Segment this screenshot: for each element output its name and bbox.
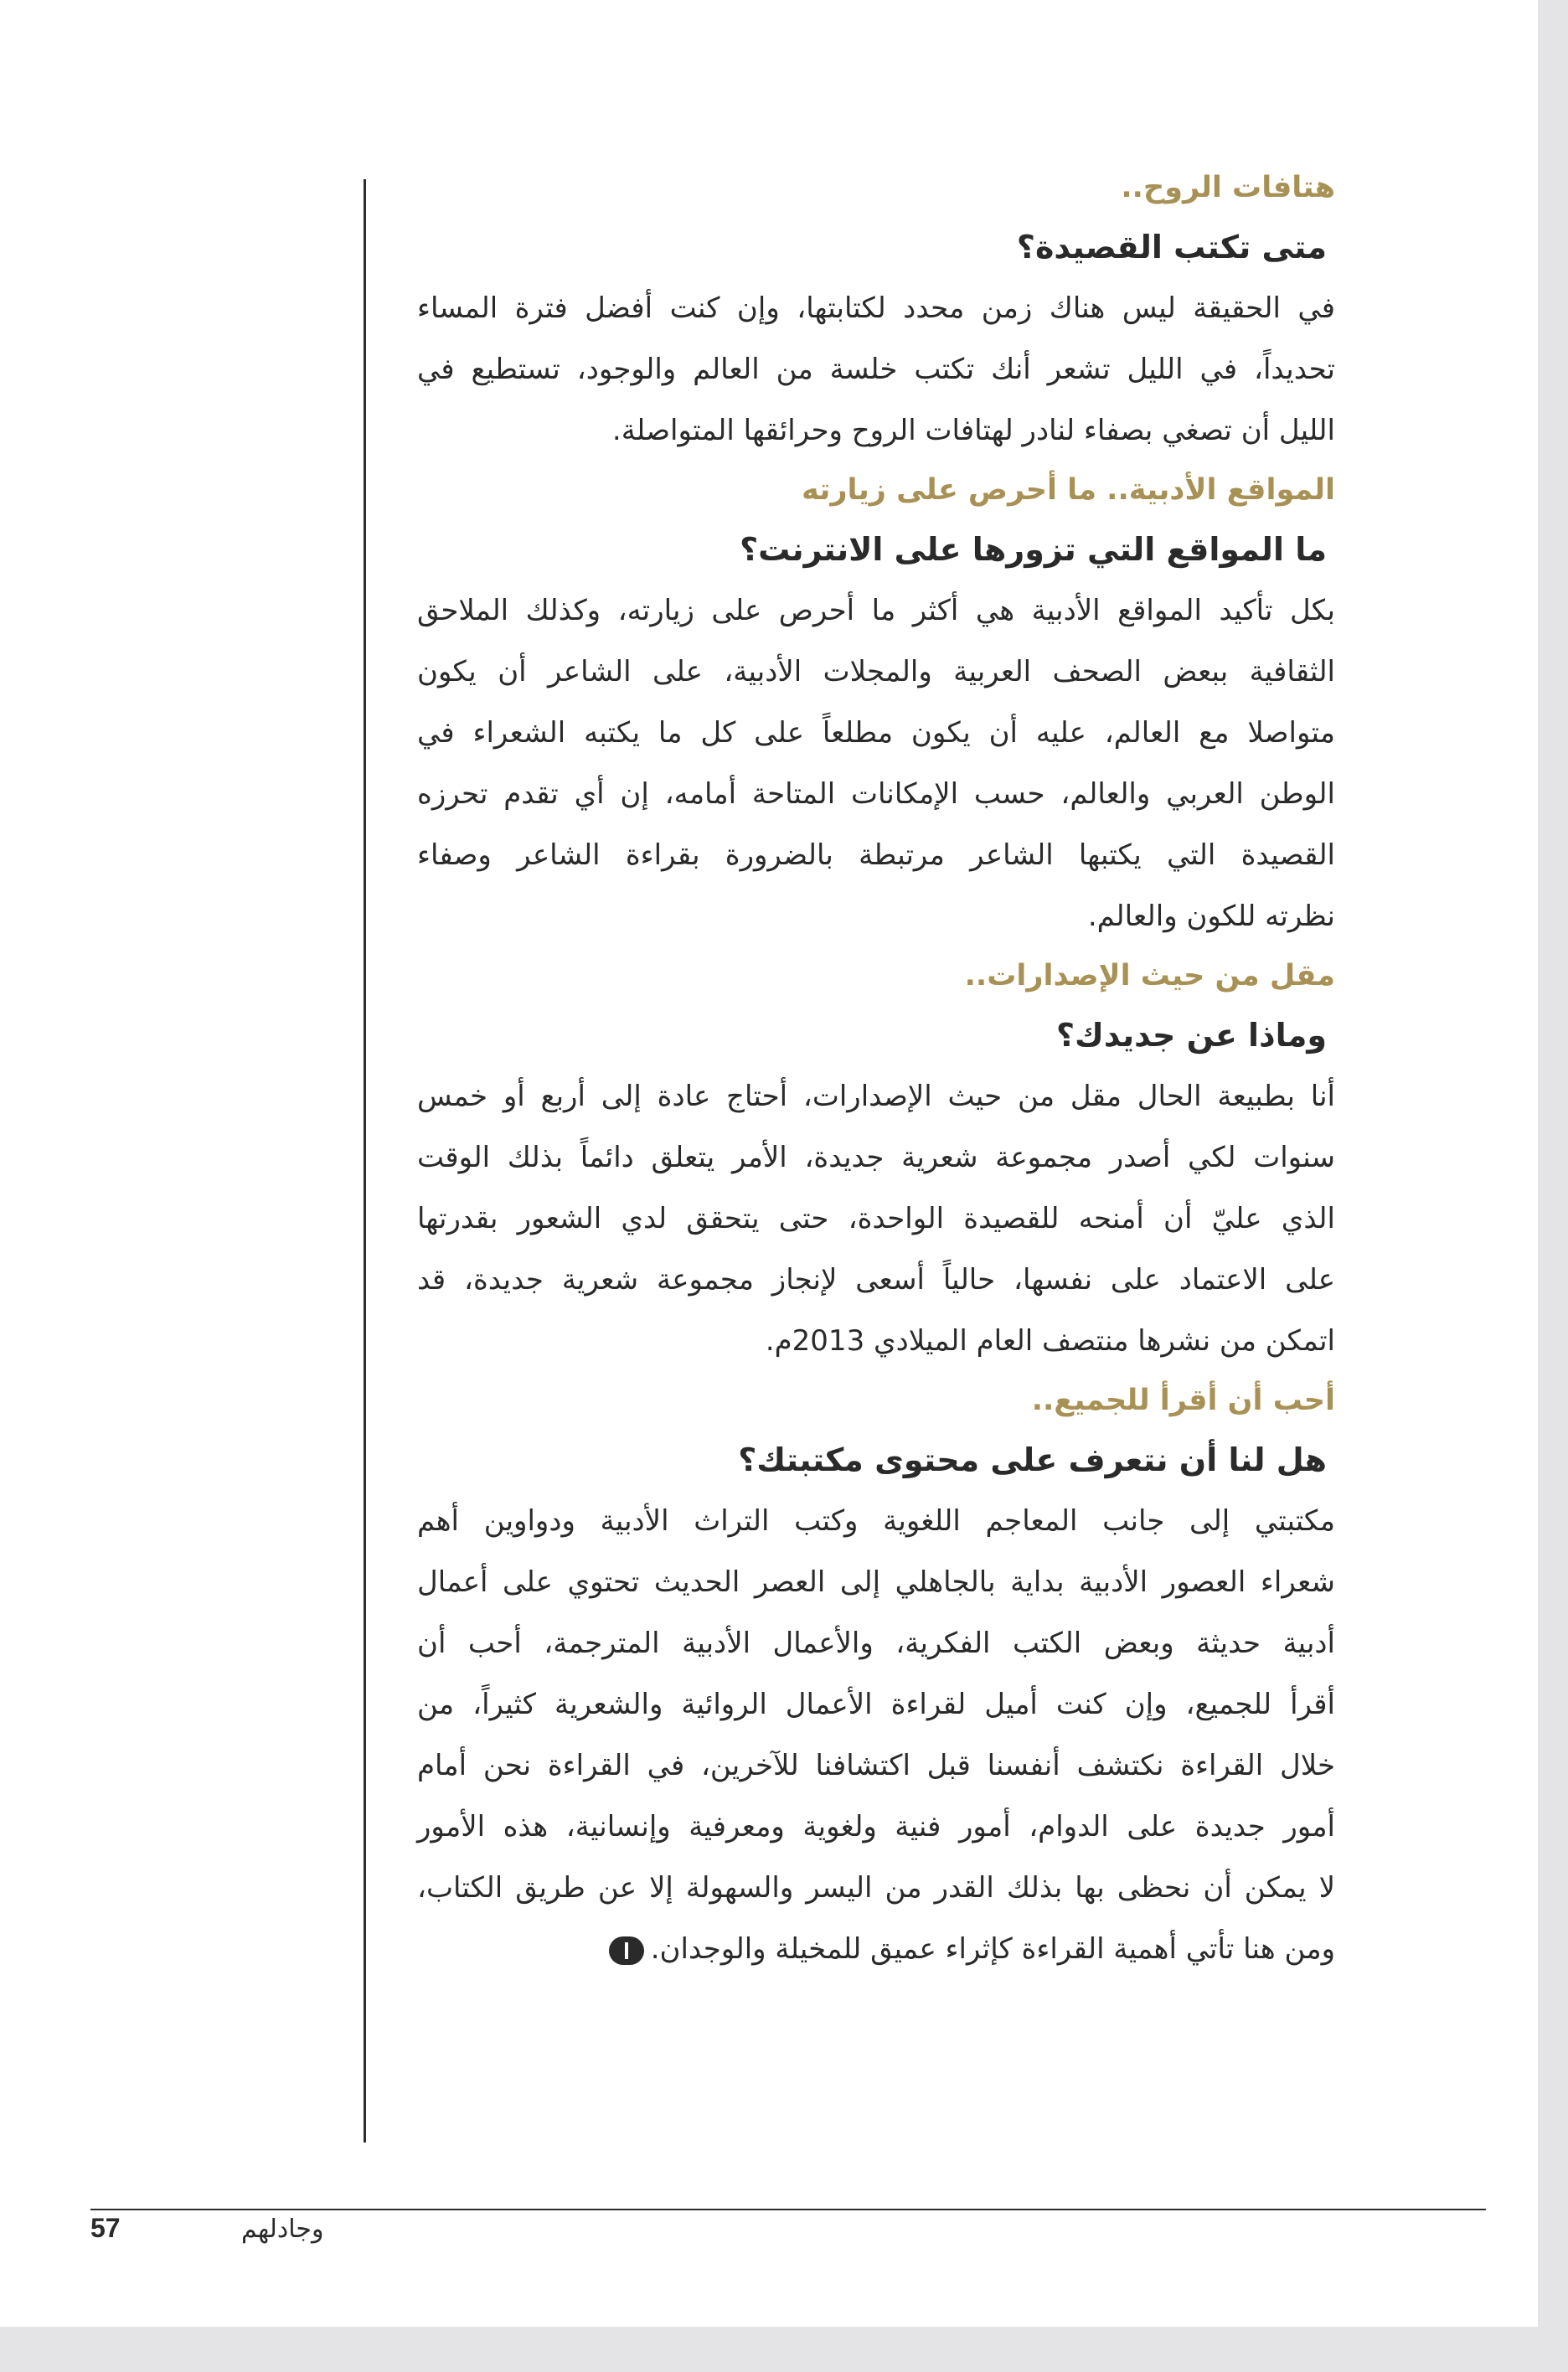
section-1: [417, 159, 1335, 462]
magazine-name: وجادلهم: [241, 2215, 324, 2244]
final-line-text: ومن هنا تأتي أهمية القراءة كإثراء عميق للمخيلة والوجدان.: [650, 1932, 1335, 1966]
interview-question: متى تكتب القصيدة؟: [1016, 229, 1327, 266]
section-3: [417, 947, 1335, 1372]
paragraph-line: الثقافية ببعض الصحف العربية والمجلات الأدبية، على الشاعر أن يكون: [417, 655, 1335, 688]
paragraph-line: بكل تأكيد المواقع الأدبية هي أكثر ما أحرص على زيارته، وكذلك الملاحق: [417, 594, 1335, 627]
interview-question: ما المواقع التي تزورها على الانترنت؟: [740, 531, 1327, 568]
paragraph-line: الليل أن تصغي بصفاء لنادر لهتافات الروح وحرائقها المتواصلة.: [611, 414, 1335, 447]
answer-paragraph: [417, 1491, 1335, 1980]
paragraph-line: أمور جديدة على الدوام، أمور فنية ولغوية ومعرفية وإنسانية، هذه الأمور: [417, 1810, 1335, 1843]
section-4: [417, 1372, 1335, 1980]
section-heading: أحب أن أقرأ للجميع..: [1031, 1384, 1335, 1417]
paragraph-line: لا يمكن أن نحظى بها بذلك القدر من اليسر والسهولة إلا عن طريق الكتاب،: [417, 1871, 1335, 1905]
paragraph-line: في الحقيقة ليس هناك زمن محدد لكتابتها، وإن كنت أفضل فترة المساء: [417, 291, 1335, 325]
section-2: [417, 462, 1335, 947]
paragraph-line: على الاعتماد على نفسها، حالياً أسعى لإنجاز مجموعة شعرية جديدة، قد: [417, 1263, 1335, 1297]
paragraph-line: الوطن العربي والعالم، حسب الإمكانات المتاحة أمامه، إن أي تقدم تحرزه: [417, 777, 1335, 811]
paragraph-line: تحديداً، في الليل تشعر أنك تكتب خلسة من العالم والوجود، تستطيع في: [417, 353, 1335, 386]
section-heading: المواقع الأدبية.. ما أحرص على زيارته: [801, 473, 1335, 507]
paragraph-line: القصيدة التي يكتبها الشاعر مرتبطة بالضرورة بقراءة الشاعر وصفاء: [417, 838, 1335, 872]
paragraph-line: الذي عليّ أن أمنحه للقصيدة الواحدة، حتى يتحقق لدي الشعور بقدرتها: [417, 1202, 1335, 1235]
answer-paragraph: [417, 580, 1335, 947]
section-heading: مقل من حيث الإصدارات..: [964, 959, 1335, 993]
column-divider: [364, 179, 366, 2143]
paragraph-line: أقرأ للجميع، وإن كنت أميل لقراءة الأعمال الروائية والشعرية كثيراً، من: [417, 1688, 1335, 1721]
paragraph-line: مكتبتي إلى جانب المعاجم اللغوية وكتب التراث الأدبية ودواوين أهم: [417, 1504, 1335, 1538]
answer-paragraph: [417, 278, 1335, 462]
page-number: 57: [90, 2213, 121, 2243]
paragraph-line-final: [417, 1919, 1335, 1980]
paragraph-line: خلال القراءة نكتشف أنفسنا قبل اكتشافنا للآخرين، في القراءة نحن أمام: [417, 1749, 1335, 1782]
paragraph-line: متواصلا مع العالم، عليه أن يكون مطلعاً على كل ما يكتبه الشعراء في: [417, 716, 1335, 750]
paragraph-line: أدبية حديثة وبعض الكتب الفكرية، والأعمال الأدبية المترجمة، أحب أن: [417, 1627, 1335, 1660]
article-body: [417, 159, 1335, 1980]
paragraph-line: أنا بطبيعة الحال مقل من حيث الإصدارات، أحتاج عادة إلى أربع أو خمس: [417, 1080, 1335, 1113]
section-heading: هتافات الروح..: [1121, 171, 1335, 204]
paragraph-line: نظرته للكون والعالم.: [1087, 900, 1335, 933]
answer-paragraph: [417, 1066, 1335, 1372]
paragraph-line: سنوات لكي أصدر مجموعة شعرية جديدة، الأمر يتعلق دائماً بذلك الوقت: [417, 1141, 1335, 1174]
footer-rule: [90, 2209, 1486, 2210]
paragraph-line: شعراء العصور الأدبية بداية بالجاهلي إلى العصر الحديث تحتوي على أعمال: [417, 1565, 1335, 1599]
interview-question: هل لنا أن نتعرف على محتوى مكتبتك؟: [738, 1441, 1327, 1478]
paragraph-line: اتمكن من نشرها منتصف العام الميلادي 2013م.: [765, 1324, 1335, 1358]
interview-question: وماذا عن جديدك؟: [1056, 1017, 1327, 1054]
end-of-article-icon: [609, 1936, 644, 1965]
